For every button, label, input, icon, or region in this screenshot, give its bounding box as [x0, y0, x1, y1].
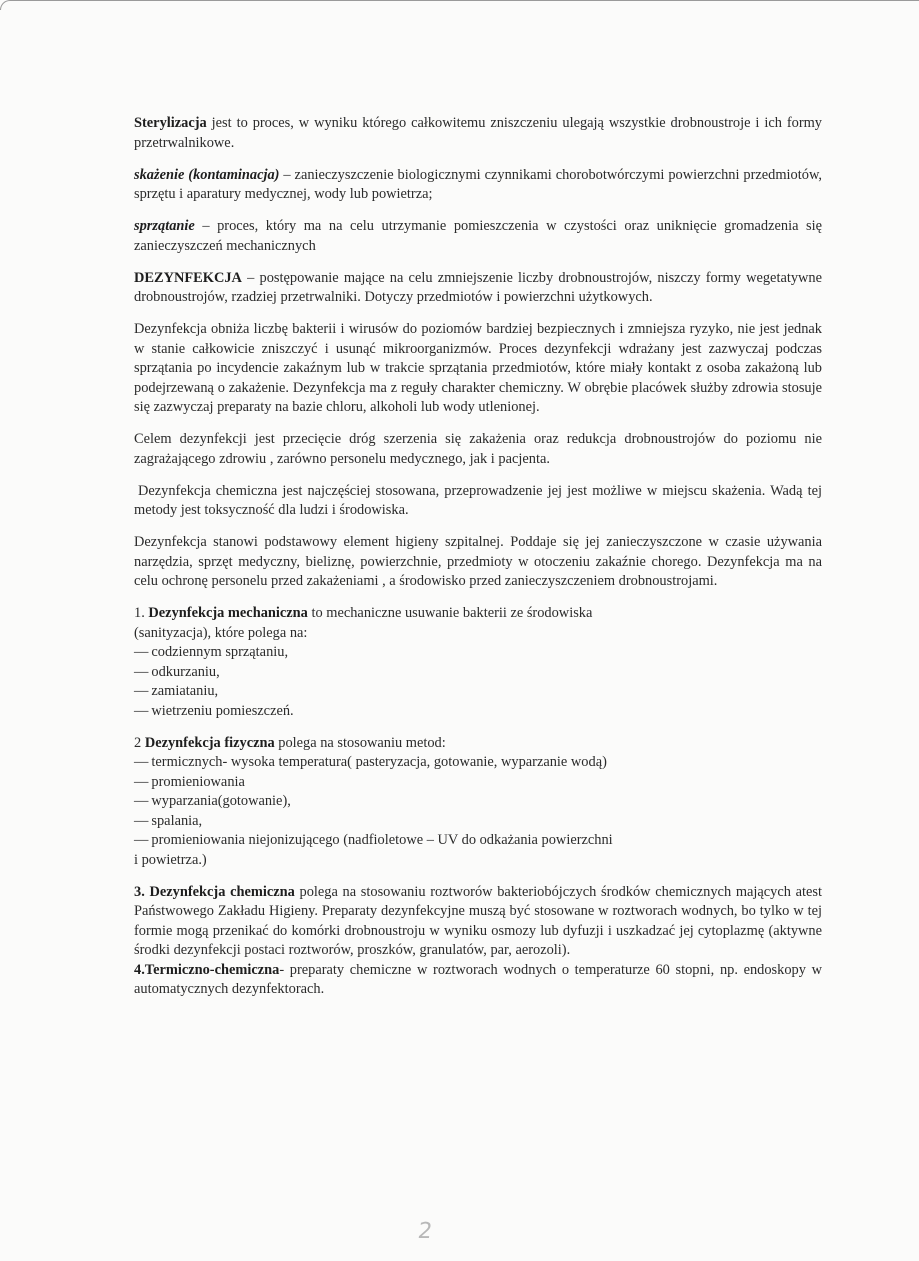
section-2-number: 2	[134, 734, 142, 751]
section-3-number: 3.	[134, 883, 145, 900]
document-body	[134, 114, 822, 1000]
list-dash: —	[134, 773, 149, 790]
definition-sprzatanie: – proces, który ma na celu utrzymanie pomieszczenia w czystości oraz uniknięcie gromadzenia się zanieczyszczeń mechanicznych	[134, 218, 822, 254]
section-3-text: polega na stosowaniu roztworów bakteriobójczych środków chemicznych mających atest Państwowego Zakładu Higieny. Preparaty dezynfekcyjne muszą być stosowane w roztworach wodnych, bo tylko w tej formie mogą przenikać do komórki drobnoustroju w wyniku osmozy lub dyfuzji i uszkadzać jej cytoplazmę (aktywne środki dezynfekcji postaci roztworów, proszków, granulatów, par, aerozoli).	[134, 883, 822, 958]
paragraph-stanowi: Dezynfekcja stanowi podstawowy element higieny szpitalnej. Poddaje się jej zanieczyszczone w czasie używania narzędzia, sprzęt medyczny, bieliznę, powierzchnie, przedmioty w otoczeniu zakaźnie chorego. Dezynfekcja ma na celu ochronę personelu przed zakażeniami , a środowisko przed zanieczyszczeniem drobnoustrojami.	[134, 534, 822, 589]
section-2-title: Dezynfekcja fizyczna	[144, 734, 275, 751]
list-dash: —	[134, 683, 149, 699]
paragraph-obniza: Dezynfekcja obniża liczbę bakterii i wirusów do poziomów bardziej bezpiecznych i zmniejsza ryzyko, nie jest jednak w stanie całkowicie zniszczyć i usunąć mikroorganizmów. Proces dezynfekcji wdrażany jest zazwyczaj podczas sprzątania po incydencie zakaźnym lub w trakcie sprzątania przedmiotów, które miały kontakt z osoba zakażoną lub podejrzewaną o zakażenie. Dezynfekcja ma z reguły charakter chemiczny. W obrębie placówek służby zdrowia stosuje się zazwyczaj preparaty na bazie chloru, alkoholi lub wody utlenionej.	[134, 321, 822, 415]
list-dash: —	[134, 663, 149, 680]
term-sprzatanie: sprzątanie	[134, 218, 195, 234]
term-dezynfekcja: DEZYNFEKCJA	[134, 269, 242, 286]
list-item: — odkurzaniu,	[134, 663, 220, 680]
list-item: — promieniowania niejonizującego (nadfioletowe – UV do odkażania powierzchni	[134, 832, 613, 848]
section-3-paragraph	[134, 883, 822, 961]
section-1-intro-continued: (sanityzacja), które polega na:	[134, 624, 308, 641]
section-2-list	[134, 753, 822, 851]
section-1-intro: to mechaniczne usuwanie bakterii ze środowiska	[307, 605, 593, 621]
scan-page-edge	[0, 0, 919, 10]
paragraph-dezynfekcja-definition	[134, 269, 822, 308]
list-item: — codziennym sprzątaniu,	[134, 644, 289, 660]
paragraph-skazenie	[134, 166, 822, 205]
section-2-heading	[134, 734, 822, 754]
section-2-trailing: i powietrza.)	[134, 851, 207, 868]
term-sterylizacja: Sterylizacja	[134, 115, 207, 131]
section-4-text: - preparaty chemiczne w roztworach wodnych o temperaturze 60 stopni, np. endoskopy w automatycznych dezynfektorach.	[134, 961, 822, 997]
section-2-intro: polega na stosowaniu metod:	[274, 734, 446, 751]
paragraph-celem: Celem dezynfekcji jest przecięcie dróg szerzenia się zakażenia oraz redukcja drobnoustrojów do poziomu nie zagrażającego zdrowiu , zarówno personelu medycznego, jak i pacjenta.	[134, 431, 822, 467]
list-item: — zamiataniu,	[134, 683, 219, 699]
definition-skazenie: – zanieczyszczenie biologicznymi czynnikami chorobotwórczymi powierzchni przedmiotów, sprzętu i aparatury medycznej, wody lub powietrza;	[134, 166, 823, 202]
term-skazenie: skażenie (kontaminacja)	[134, 166, 280, 183]
list-dash: —	[134, 812, 149, 829]
paragraph-sterylizacja	[134, 114, 822, 153]
list-dash: —	[134, 832, 149, 848]
list-dash: —	[134, 702, 149, 719]
section-1-list	[134, 643, 822, 721]
list-item: — termicznych- wysoka temperatura( pasteryzacja, gotowanie, wyparzanie wodą)	[134, 754, 607, 770]
paragraph-chemiczna: Dezynfekcja chemiczna jest najczęściej stosowana, przeprowadzenie jej jest możliwe w miejscu skażenia. Wadą tej metody jest toksyczność dla ludzi i środowiska.	[134, 482, 822, 518]
handwritten-page-number: 2	[416, 1219, 434, 1244]
definition-sterylizacja: jest to proces, w wyniku którego całkowitemu zniszczeniu ulegają wszystkie drobnoustroje i ich formy przetrwalnikowe.	[134, 115, 822, 151]
section-1-title: Dezynfekcja mechaniczna	[148, 605, 308, 621]
section-1-heading	[134, 604, 822, 624]
paragraph-sprzatanie	[134, 217, 822, 256]
list-dash: —	[134, 793, 149, 809]
section-4-title: 4.Termiczno-chemiczna	[134, 961, 280, 978]
list-item: — promieniowania	[134, 773, 245, 790]
list-item: — spalania,	[134, 812, 203, 829]
section-1-number: 1.	[134, 605, 145, 621]
section-4-paragraph	[134, 961, 822, 1000]
list-item: — wyparzania(gotowanie),	[134, 793, 291, 809]
definition-dezynfekcja: – postępowanie mające na celu zmniejszenie liczby drobnoustrojów, niszczy formy wegetatywne drobnoustrojów, rzadziej przetrwalniki. Dotyczy przedmiotów i powierzchni użytkowych.	[134, 269, 822, 305]
section-3-title: Dezynfekcja chemiczna	[149, 883, 295, 900]
list-item: — wietrzeniu pomieszczeń.	[134, 702, 294, 719]
list-dash: —	[134, 644, 149, 660]
list-dash: —	[134, 754, 149, 770]
